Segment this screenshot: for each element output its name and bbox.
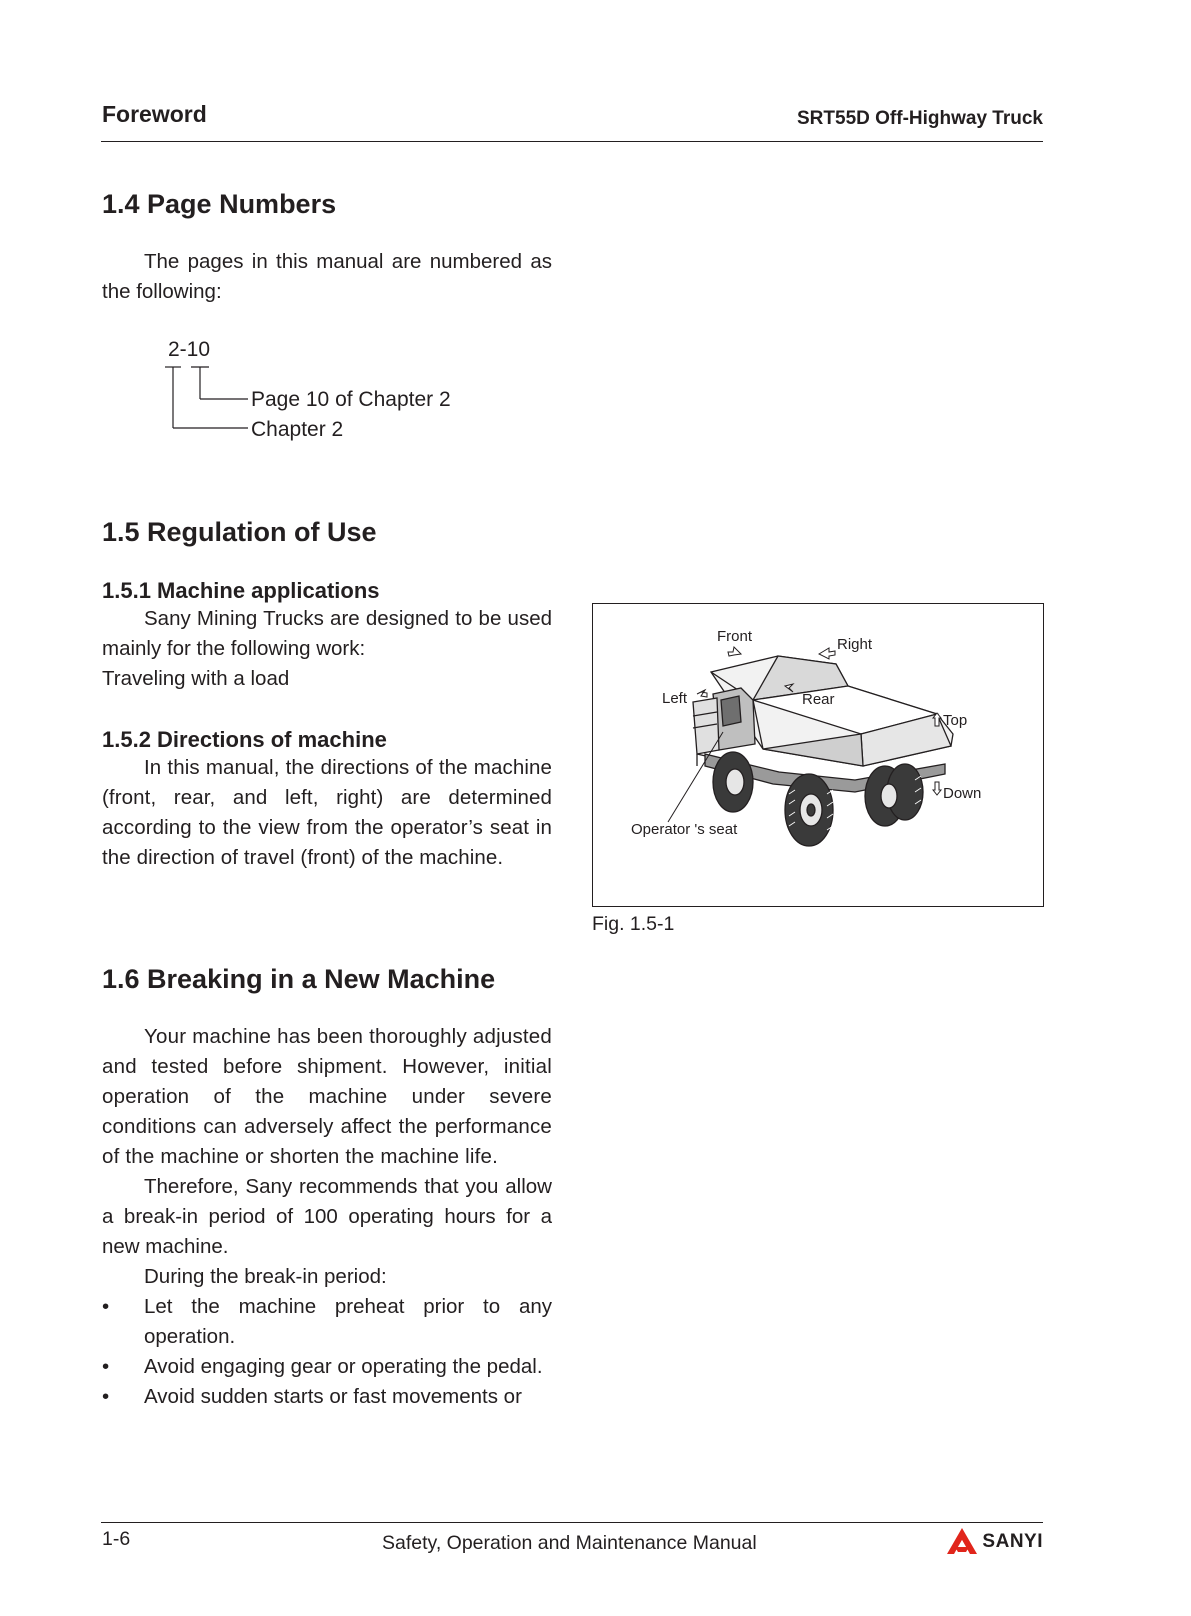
right-label: Right bbox=[837, 636, 873, 653]
machine-applications-item: Traveling with a load bbox=[102, 667, 290, 690]
top-label: Top bbox=[943, 712, 968, 729]
section-1-6-heading: 1.6 Breaking in a New Machine bbox=[102, 964, 496, 994]
break-in-paragraph-1: Your machine has been thoroughly adjusted and tested before shipment. However, initial operation of the machine under severe conditions can adversely affect the performance of the machine or shorten the machine life. bbox=[102, 1025, 552, 1168]
section-1-5-1-body bbox=[102, 604, 552, 694]
break-in-paragraph-2: Therefore, Sany recommends that you allow a break-in period of 100 operating hours for a new machine. bbox=[102, 1175, 552, 1258]
section-1-6-body bbox=[102, 1022, 552, 1412]
sanyi-logo-icon bbox=[946, 1527, 978, 1557]
directions-text: In this manual, the directions of the machine (front, rear, and left, right) are determined according to the view from the operator’s seat in the direction of travel (front) of the machine. bbox=[102, 756, 552, 869]
footer-manual-title: Safety, Operation and Maintenance Manual bbox=[382, 1532, 757, 1554]
list-item bbox=[102, 1292, 552, 1352]
sanyi-logo-text: SANYI bbox=[982, 1531, 1043, 1552]
machine-applications-text: Sany Mining Trucks are designed to be used mainly for the following work: bbox=[102, 607, 552, 660]
truck-illustration bbox=[593, 604, 1043, 906]
section-1-5-heading: 1.5 Regulation of Use bbox=[102, 517, 377, 547]
section-1-5-1-heading: 1.5.1 Machine applications bbox=[102, 578, 380, 603]
page-numbers-intro: The pages in this manual are numbered as the following: bbox=[102, 250, 552, 303]
figure-caption: Fig. 1.5-1 bbox=[592, 913, 675, 935]
down-arrow-icon bbox=[933, 782, 941, 795]
break-in-list bbox=[102, 1292, 552, 1412]
page-number-example: 2-10 bbox=[168, 338, 211, 361]
header-section-title: Foreword bbox=[102, 101, 207, 127]
bullet-icon: • bbox=[102, 1385, 110, 1408]
list-item bbox=[102, 1352, 552, 1382]
chapter-label: Chapter 2 bbox=[251, 418, 344, 441]
bullet-icon: • bbox=[102, 1295, 110, 1318]
front-label: Front bbox=[717, 628, 753, 645]
list-item-text: Avoid engaging gear or operating the pedal. bbox=[144, 1355, 543, 1378]
sanyi-logo bbox=[946, 1527, 1043, 1557]
header-document-title: SRT55D Off-Highway Truck bbox=[797, 108, 1043, 129]
operator-seat-label: Operator 's seat bbox=[631, 821, 738, 838]
list-item-text: Avoid sudden starts or fast movements or bbox=[144, 1385, 522, 1408]
list-item bbox=[102, 1382, 552, 1412]
left-arrow-icon bbox=[697, 690, 707, 697]
down-label: Down bbox=[943, 785, 982, 802]
front-arrow-icon bbox=[728, 647, 741, 656]
footer-rule bbox=[101, 1522, 1043, 1523]
header-rule bbox=[101, 141, 1043, 142]
right-arrow-icon bbox=[819, 648, 835, 659]
page-label: Page 10 of Chapter 2 bbox=[251, 388, 451, 411]
break-in-paragraph-3: During the break-in period: bbox=[144, 1265, 387, 1288]
section-1-4-body bbox=[102, 247, 552, 307]
page-number-bracket-lines bbox=[160, 338, 260, 438]
section-1-4-heading: 1.4 Page Numbers bbox=[102, 189, 337, 219]
left-label: Left bbox=[662, 690, 688, 707]
page-number-diagram bbox=[160, 338, 480, 448]
list-item-text: Let the machine preheat prior to any operation. bbox=[144, 1295, 552, 1348]
bullet-icon: • bbox=[102, 1355, 110, 1378]
section-1-5-2-heading: 1.5.2 Directions of machine bbox=[102, 727, 387, 752]
truck-directions-figure bbox=[592, 603, 1044, 907]
footer-page-number: 1-6 bbox=[102, 1528, 131, 1550]
rear-label: Rear bbox=[802, 691, 835, 708]
section-1-5-2-body bbox=[102, 753, 552, 873]
